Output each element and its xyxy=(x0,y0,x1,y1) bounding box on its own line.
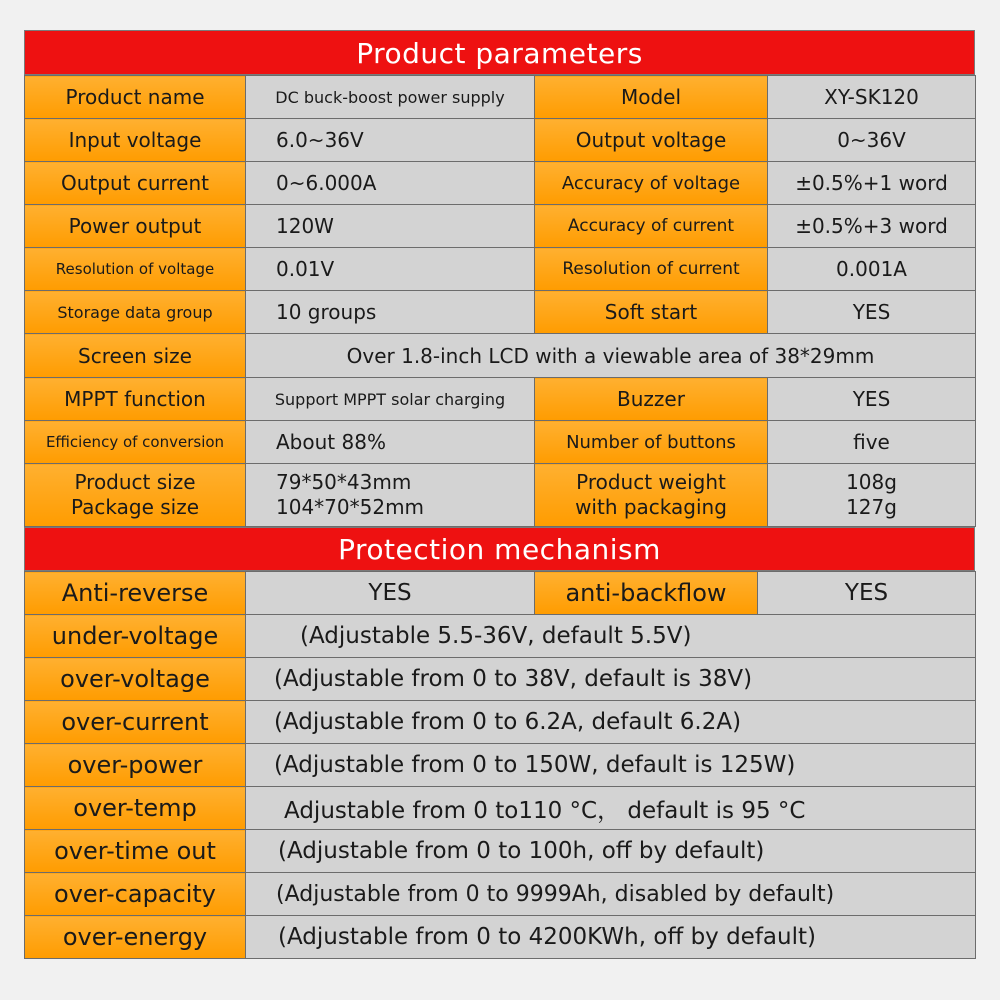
param-value: XY-SK120 xyxy=(768,76,976,119)
table-row xyxy=(25,334,976,378)
param-label: Model xyxy=(535,76,768,119)
param-value: Support MPPT solar charging xyxy=(246,378,535,421)
param-value: YES xyxy=(768,291,976,334)
param-value: 10 groups xyxy=(246,291,535,334)
protection-label: over-capacity xyxy=(25,873,246,916)
protection-label: over-power xyxy=(25,744,246,787)
table-row xyxy=(25,830,976,873)
table-row xyxy=(25,701,976,744)
param-value: Over 1.8-inch LCD with a viewable area of 38*29mm xyxy=(246,334,976,378)
param-label: Efficiency of conversion xyxy=(25,421,246,464)
protection-label: Anti-reverse xyxy=(25,572,246,615)
param-value xyxy=(246,464,535,527)
param-label: Screen size xyxy=(25,334,246,378)
packaging-weight-label: with packaging xyxy=(575,495,727,519)
param-label xyxy=(535,464,768,527)
protection-value: Adjustable from 0 to110 °C， default is 95 °C xyxy=(246,787,976,830)
package-size-label: Package size xyxy=(70,495,200,519)
param-label: Storage data group xyxy=(25,291,246,334)
param-value: YES xyxy=(768,378,976,421)
param-value: ±0.5%+1 word xyxy=(768,162,976,205)
table-row xyxy=(25,119,976,162)
protection-label: over-voltage xyxy=(25,658,246,701)
protection-label: over-temp xyxy=(25,787,246,830)
param-label: Soft start xyxy=(535,291,768,334)
protection-label: over-energy xyxy=(25,916,246,959)
protection-value: (Adjustable from 0 to 9999Ah, disabled by default) xyxy=(246,873,976,916)
param-value: ±0.5%+3 word xyxy=(768,205,976,248)
table-row xyxy=(25,248,976,291)
protection-value: (Adjustable from 0 to 150W, default is 125W) xyxy=(246,744,976,787)
protection-label: anti-backflow xyxy=(535,572,758,615)
protection-value: (Adjustable 5.5-36V, default 5.5V) xyxy=(246,615,976,658)
protection-label: over-time out xyxy=(25,830,246,873)
protection-value: (Adjustable from 0 to 4200KWh, off by default) xyxy=(246,916,976,959)
param-label xyxy=(25,464,246,527)
spec-sheet xyxy=(24,30,975,959)
param-value: 0.001A xyxy=(768,248,976,291)
table-row xyxy=(25,572,976,615)
param-value: 120W xyxy=(246,205,535,248)
product-weight-value: 108g xyxy=(846,470,897,494)
table-row xyxy=(25,421,976,464)
protection-value: (Adjustable from 0 to 38V, default is 38V) xyxy=(246,658,976,701)
table-row xyxy=(25,464,976,527)
product-parameters-title: Product parameters xyxy=(24,30,975,75)
protection-value: (Adjustable from 0 to 100h, off by default) xyxy=(246,830,976,873)
table-row xyxy=(25,916,976,959)
table-row xyxy=(25,162,976,205)
table-row xyxy=(25,744,976,787)
param-value: 6.0~36V xyxy=(246,119,535,162)
param-label: Input voltage xyxy=(25,119,246,162)
param-label: Resolution of current xyxy=(535,248,768,291)
protection-value: (Adjustable from 0 to 6.2A, default 6.2A) xyxy=(246,701,976,744)
param-label: Output voltage xyxy=(535,119,768,162)
param-label: MPPT function xyxy=(25,378,246,421)
param-label: Buzzer xyxy=(535,378,768,421)
param-value xyxy=(768,464,976,527)
protection-label: over-current xyxy=(25,701,246,744)
param-value: 0~6.000A xyxy=(246,162,535,205)
package-size-value: 104*70*52mm xyxy=(276,495,425,519)
product-weight-label: Product weight xyxy=(576,470,726,494)
param-label: Output current xyxy=(25,162,246,205)
param-value: DC buck-boost power supply xyxy=(246,76,535,119)
table-row xyxy=(25,291,976,334)
protection-value: YES xyxy=(246,572,535,615)
protection-label: under-voltage xyxy=(25,615,246,658)
protection-mechanism-title: Protection mechanism xyxy=(24,527,975,571)
table-row xyxy=(25,205,976,248)
product-size-label: Product size xyxy=(74,470,196,494)
param-label: Number of buttons xyxy=(535,421,768,464)
param-label: Product name xyxy=(25,76,246,119)
protection-value: YES xyxy=(758,572,976,615)
protection-table xyxy=(24,571,976,959)
param-value: five xyxy=(768,421,976,464)
param-label: Resolution of voltage xyxy=(25,248,246,291)
param-label: Power output xyxy=(25,205,246,248)
table-row xyxy=(25,378,976,421)
product-size-value: 79*50*43mm xyxy=(276,470,412,494)
table-row xyxy=(25,787,976,830)
param-value: About 88% xyxy=(246,421,535,464)
packaging-weight-value: 127g xyxy=(846,495,897,519)
table-row xyxy=(25,873,976,916)
param-value: 0~36V xyxy=(768,119,976,162)
param-value: 0.01V xyxy=(246,248,535,291)
table-row xyxy=(25,615,976,658)
param-label: Accuracy of current xyxy=(535,205,768,248)
parameters-table xyxy=(24,75,976,527)
table-row xyxy=(25,76,976,119)
table-row xyxy=(25,658,976,701)
param-label: Accuracy of voltage xyxy=(535,162,768,205)
